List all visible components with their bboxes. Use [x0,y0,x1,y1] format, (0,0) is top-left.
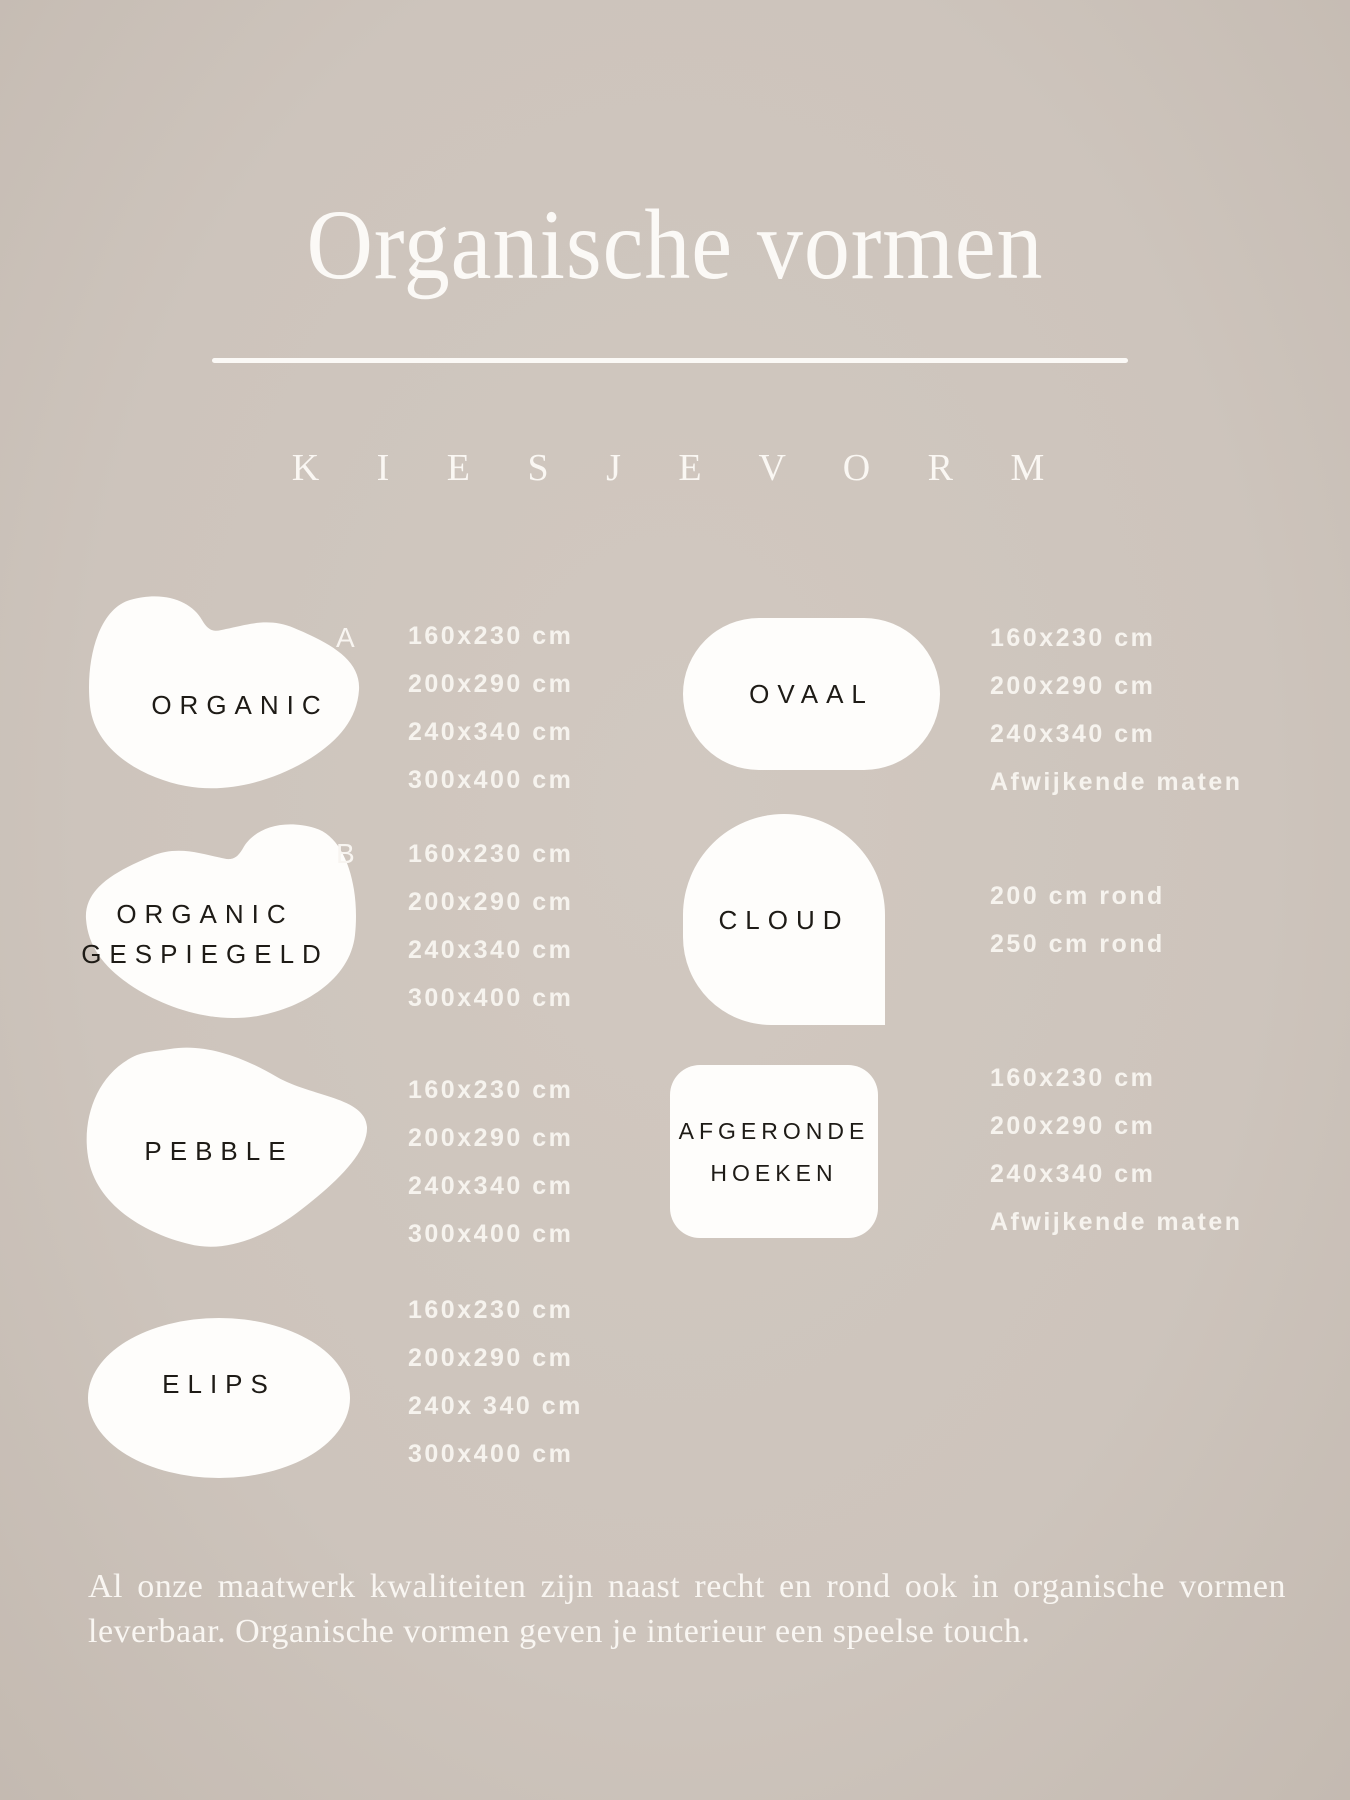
page-title: Organische vormen [306,189,1044,300]
label-line-1: AFGERONDE [678,1117,870,1144]
size-item: 200x290 cm [408,1124,574,1152]
size-item: 300x400 cm [408,1440,574,1468]
shape-afgeronde-hoeken [670,1065,878,1238]
shape-organic-label: ORGANIC [151,690,329,720]
shape-elips [88,1318,350,1478]
size-item: 200x290 cm [408,888,574,916]
cloud-size-list [990,872,1165,968]
size-item: 240x340 cm [990,720,1156,748]
ovaal-size-list [990,614,1243,806]
size-item: 160x230 cm [408,1296,574,1324]
size-item: 250 cm rond [990,930,1165,958]
size-item: 200x290 cm [408,670,574,698]
size-item: 200x290 cm [990,1112,1156,1140]
elips-size-list [408,1286,583,1478]
pebble-size-list [408,1066,573,1258]
shape-cloud-label: CLOUD [718,904,850,935]
label-line-2: HOEKEN [710,1159,838,1186]
title-divider-line [212,358,1128,363]
size-item: 200 cm rond [990,882,1165,910]
size-item: 160x230 cm [408,840,574,868]
size-item: 300x400 cm [408,1220,574,1248]
shape-organic-gespiegeld [45,818,365,1050]
shape-cloud [683,814,885,1025]
size-item: 200x290 cm [990,672,1156,700]
size-item: 240x340 cm [408,718,574,746]
page-subtitle: K I E S J E V O R M [291,447,1059,489]
size-item: 160x230 cm [408,1076,574,1104]
shape-ovaal-label: OVAAL [749,679,874,709]
shape-organic-gespiegeld-label [81,894,329,974]
size-item: 300x400 cm [408,984,574,1012]
shape-afgeronde-hoeken-label [679,1110,870,1194]
afgeronde-hoeken-size-list [990,1054,1243,1246]
size-item: 240x340 cm [408,1172,574,1200]
organic-size-list [408,612,573,804]
size-item: 240x340 cm [408,936,574,964]
size-item: 160x230 cm [990,1064,1156,1092]
shape-pebble [75,1040,395,1290]
label-line-2: GESPIEGELD [81,939,329,969]
shape-pebble-label: PEBBLE [144,1136,294,1166]
size-item: 240x340 cm [990,1160,1156,1188]
size-item: Afwijkende maten [990,768,1243,796]
organic-gespiegeld-size-list [408,830,573,1022]
size-item: 300x400 cm [408,766,574,794]
size-item: 200x290 cm [408,1344,574,1372]
size-item: 240x 340 cm [408,1392,583,1420]
variant-marker-b: B [336,838,355,869]
shape-ovaal [683,618,940,770]
shape-elips-label: ELIPS [162,1369,276,1399]
variant-marker-a: A [336,622,355,653]
size-item: 160x230 cm [408,622,574,650]
size-item: Afwijkende maten [990,1208,1243,1236]
footer-text: Al onze maatwerk kwaliteiten zijn naast recht en rond ook in organische vormen leverbaar. Organische vormen geven je interieur een speelse touch. [88,1568,1286,1650]
size-item: 160x230 cm [990,624,1156,652]
label-line-1: ORGANIC [116,899,294,929]
